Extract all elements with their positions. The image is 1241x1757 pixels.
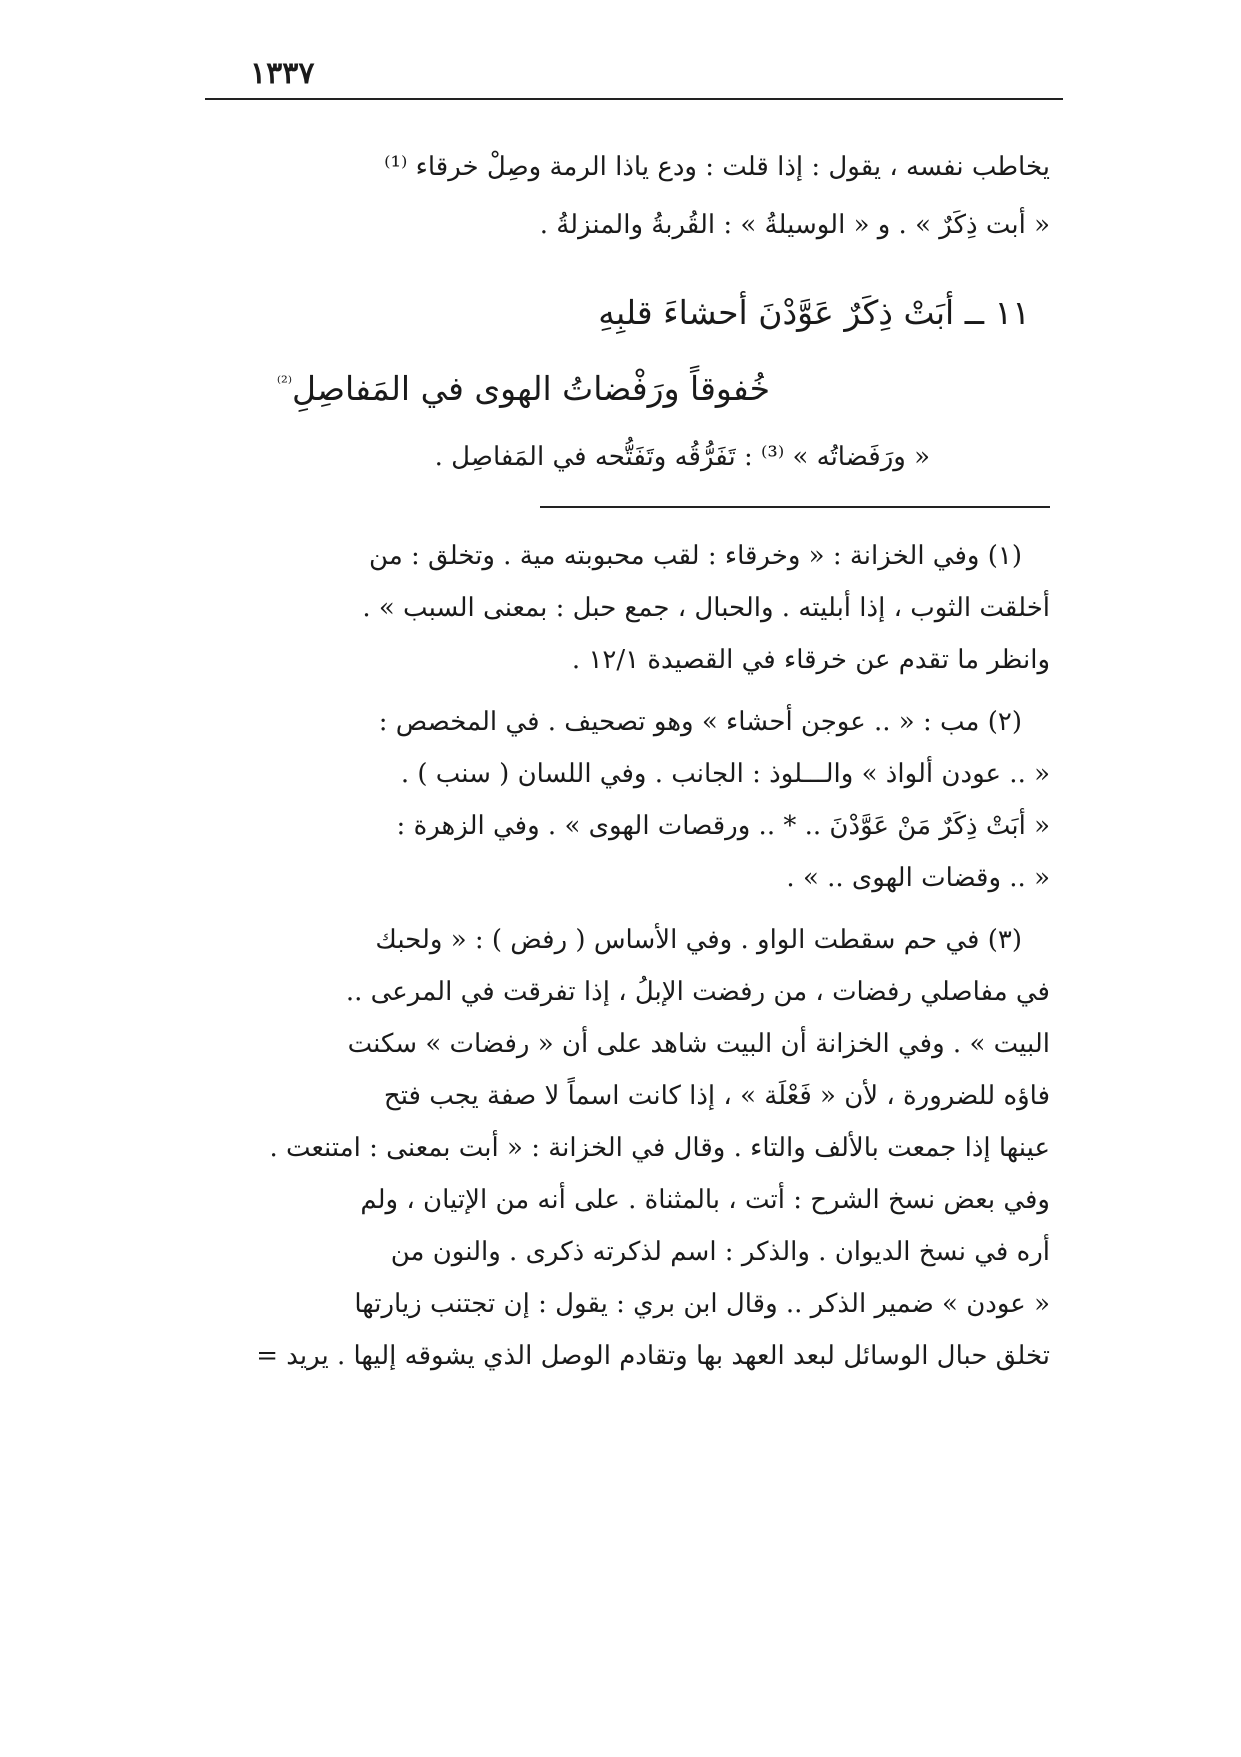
verse-second-hemistich bbox=[215, 348, 1050, 424]
footnotes-section bbox=[215, 530, 1050, 1392]
footnote-line: « عودن » ضمير الذكر .. وقال ابن بري : يقول : إن تجتنب زيارتها bbox=[354, 1289, 1050, 1319]
footnote-line: « أبَتْ ذِكَرٌ مَنْ عَوَّدْنَ .. * .. ورقصات الهوى » . وفي الزهرة : bbox=[396, 811, 1050, 841]
verse-explanation: « ورَفَضاتُه » ⁽³⁾ : تَفَرُّقُه وتَفَتُّحه في المَفاصِل . bbox=[434, 442, 930, 472]
footnote-line: وفي بعض نسخ الشرح : أتت ، بالمثناة . على أنه من الإتيان ، ولم bbox=[360, 1185, 1050, 1215]
footnote-2 bbox=[215, 696, 1050, 904]
verse-block bbox=[215, 278, 1050, 424]
footnote-line: البيت » . وفي الخزانة أن البيت شاهد على أن « رفضات » سكنت bbox=[347, 1029, 1050, 1059]
footnote-marker: ⁽²⁾ bbox=[276, 373, 293, 393]
footnote-line: في مفاصلي رفضات ، من رفضت الإبلُ ، إذا تفرقت في المرعى .. bbox=[345, 977, 1050, 1007]
footnote-line: (١) وفي الخزانة : « وخرقاء : لقب محبوبته مية . وتخلق : من bbox=[369, 541, 1022, 571]
footnote-3 bbox=[215, 914, 1050, 1382]
footnote-line: « .. عودن ألواذ » والـــلوذ : الجانب . وفي اللسان ( سنب ) . bbox=[400, 759, 1050, 789]
footnote-line: « .. وقضات الهوى .. » . bbox=[786, 863, 1050, 893]
footnote-line: أخلقت الثوب ، إذا أبليته . والحبال ، جمع حبل : بمعنى السبب » . bbox=[362, 593, 1050, 623]
footnote-line: فاؤه للضرورة ، لأن « فَعْلَة » ، إذا كانت اسماً لا صفة يجب فتح bbox=[383, 1081, 1050, 1111]
footnote-rule bbox=[540, 506, 1050, 508]
footnote-line: أره في نسخ الديوان . والذكر : اسم لذكرته ذكرى . والنون من bbox=[390, 1237, 1050, 1267]
commentary-block bbox=[215, 138, 1050, 254]
page-number: ١٣٣٧ bbox=[250, 56, 315, 91]
footnote-1 bbox=[215, 530, 1050, 686]
footnote-line: عينها إذا جمعت بالألف والتاء . وقال في الخزانة : « أبت بمعنى : امتنعت . bbox=[269, 1133, 1050, 1163]
header-rule bbox=[205, 98, 1063, 100]
commentary-line: يخاطب نفسه ، يقول : إذا قلت : ودع ياذا الرمة وصِلْ خرقاء ⁽¹⁾ bbox=[384, 152, 1050, 182]
verse-first-hemistich: ١١ ــ أبَتْ ذِكَرٌ عَوَّدْنَ أحشاءَ قلبِهِ bbox=[598, 293, 1030, 332]
footnote-line: وانظر ما تقدم عن خرقاء في القصيدة ١٢/١ . bbox=[571, 645, 1050, 675]
footnote-line: (٢) مب : « .. عوجن أحشاء » وهو تصحيف . في المخصص : bbox=[378, 707, 1022, 737]
footnote-line: (٣) في حم سقطت الواو . وفي الأساس ( رفض ) : « ولحبك bbox=[375, 925, 1022, 955]
verse-second-hemistich-text: خُفوقاً ورَفْضاتُ الهوى في المَفاصِلِ bbox=[292, 369, 770, 408]
commentary-line: « أبت ذِكَرٌ » . و « الوسيلةُ » : القُربةُ والمنزلةُ . bbox=[539, 210, 1050, 240]
footnote-line: تخلق حبال الوسائل لبعد العهد بها وتقادم الوصل الذي يشوقه إليها . يريد = bbox=[256, 1341, 1050, 1371]
